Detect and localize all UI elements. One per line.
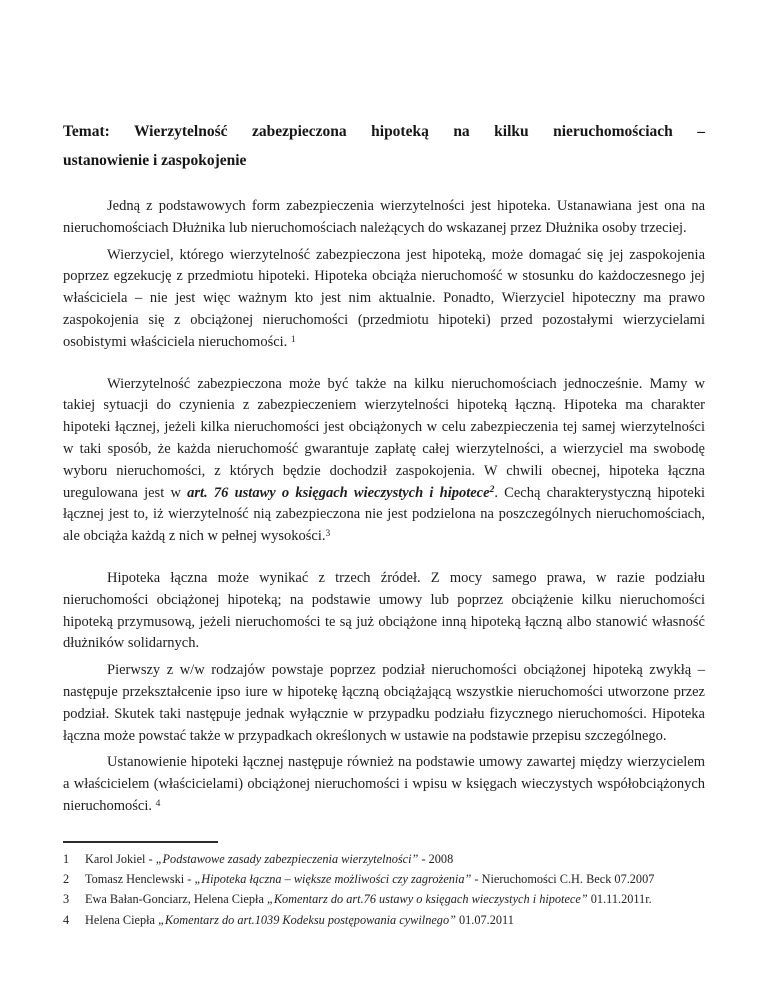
text-run: „Podstawowe zasady zabezpieczenia wierzytelności” [155, 851, 419, 866]
title-line-2: ustanowienie i zaspokojenie [63, 152, 247, 169]
paragraph [63, 374, 705, 548]
footnote-text [85, 849, 705, 869]
text-run: Helena Ciepła [85, 912, 159, 927]
text-run: Wierzyciel, którego wierzytelność zabezpieczona jest hipoteką, może domagać się jej zaspokojenia poprzez egzekucję z przedmiotu hipoteki. Hipoteka obciąża nieruchomość w stosunku do każdoczesnego jej właściciela – nie jest więc ważnym kto jest nim aktualnie. Ponadto, Wierzyciel hipoteczny ma prawo zaspokojenia się z obciążonej nieruchomości (przedmiotu hipoteki) przed pozostałymi wierzycielami osobistymi właściciela nieruchomości. [63, 246, 705, 350]
text-run: Ustanowienie hipoteki łącznej następuje również na podstawie umowy zawartej między wierzycielem a właścicielem (właścicielami) obciążonej nieruchomości i wpisu w księgach wieczystych współobciążonych nieruchomości. [63, 754, 705, 814]
footnote-text [85, 889, 705, 909]
text-run: Wierzytelność zabezpieczona może być także na kilku nieruchomościach jednocześnie. Mamy w takiej sytuacji do czynienia z zabezpieczeniem wierzytelności hipoteką łączną. Hipoteka ma charakter hipoteki łącznej, jeżeli kilka nieruchomości jest obciążonych w celu zabezpieczenia tej samej wierzytelności w taki sposób, że każda nieruchomość gwarantuje zapłatę całej wierzytelności, a wierzyciel ma swobodę wyboru nieruchomości, z których będzie dochodził zaspokojenia. W chwili obecnej, hipoteka łączna uregulowana jest w [63, 375, 705, 501]
footnote-ref: 3 [325, 528, 331, 539]
paragraph [63, 660, 705, 747]
footnote-number: 1 [63, 851, 70, 866]
text-run: 01.11.2011r. [587, 892, 652, 907]
paragraph [63, 245, 705, 354]
text-run: . Cechą charakterystyczną hipoteki łącznej jest to, iż wierzytelność nią zabezpieczona nie jest podzielona na poszczególnych nieruchomościach, ale obciąża każdą z nich w pełnej wysokości. [63, 484, 705, 545]
footnote-item [63, 889, 705, 909]
footnote-number: 3 [63, 892, 70, 907]
footnote-item [63, 910, 705, 930]
footnote-separator [63, 841, 218, 843]
footnote-number: 4 [63, 912, 70, 927]
text-run: Pierwszy z w/w rodzajów powstaje poprzez podział nieruchomości obciążonej hipoteką zwykłą – następuje przekształcenie ipso iure w hipotekę łączną obciążającą wszystkie nieruchomości utworzone przez podział. Skutek taki następuje jednak wyłącznie w przypadku podziału fizycznego nieruchomości. Hipoteka łączna może powstać także w przypadkach określonych w ustawie na podstawie przepisu szczególnego. [63, 662, 705, 744]
text-run: „Komentarz do art.1039 Kodeksu postępowania cywilnego” [158, 912, 456, 927]
document-title [63, 117, 705, 175]
footnote-item [63, 849, 705, 869]
text-run: 01.07.2011 [455, 912, 514, 927]
text-run: Tomasz Henclewski - [85, 872, 195, 887]
text-run: Ewa Bałan-Gonciarz, Helena Ciepła [85, 892, 267, 907]
text-run: - 2008 [418, 851, 454, 866]
paragraph [63, 568, 705, 655]
text-run: Hipoteka łączna może wynikać z trzech źródeł. Z mocy samego prawa, w razie podziału nieruchomości obciążonej hipoteką; na podstawie umowy lub poprzez obciążenie kilku nieruchomości hipoteką przymusową, jeżeli nieruchomości te są już obciążone inną hipoteką łączną albo stanowić własność dłużników solidarnych. [63, 569, 705, 652]
footnote-number: 2 [63, 872, 70, 887]
paragraph [63, 196, 705, 240]
text-run: art. 76 ustawy o księgach wieczystych i hipotece [187, 484, 490, 501]
footnote-text [85, 910, 705, 930]
text-run: „Hipoteka łączna – większe możliwości czy zagrożenia” [194, 872, 472, 887]
text-run: Karol Jokiel - [85, 851, 156, 866]
footnote-list [63, 849, 705, 930]
text-run: Jedną z podstawowych form zabezpieczenia wierzytelności jest hipoteka. Ustanawiana jest ona na nieruchomościach Dłużnika lub nieruchomościach należących do wskazanej przez Dłużnika osoby trzeciej. [63, 198, 705, 236]
text-run: - Nieruchomości C.H. Beck 07.2007 [471, 872, 655, 887]
footnote-ref: 2 [489, 485, 495, 496]
paragraph [63, 752, 705, 817]
document-body [63, 196, 705, 818]
footnote-ref: 4 [155, 798, 161, 809]
footnote-item [63, 869, 705, 889]
text-run: „Komentarz do art.76 ustawy o księgach wieczystych i hipotece” [266, 892, 588, 907]
title-line-1: Temat: Wierzytelność zabezpieczona hipoteką na kilku nieruchomościach – [63, 123, 705, 140]
footnotes-section [63, 841, 705, 930]
footnote-ref: 1 [290, 334, 296, 345]
footnote-text [85, 869, 705, 889]
